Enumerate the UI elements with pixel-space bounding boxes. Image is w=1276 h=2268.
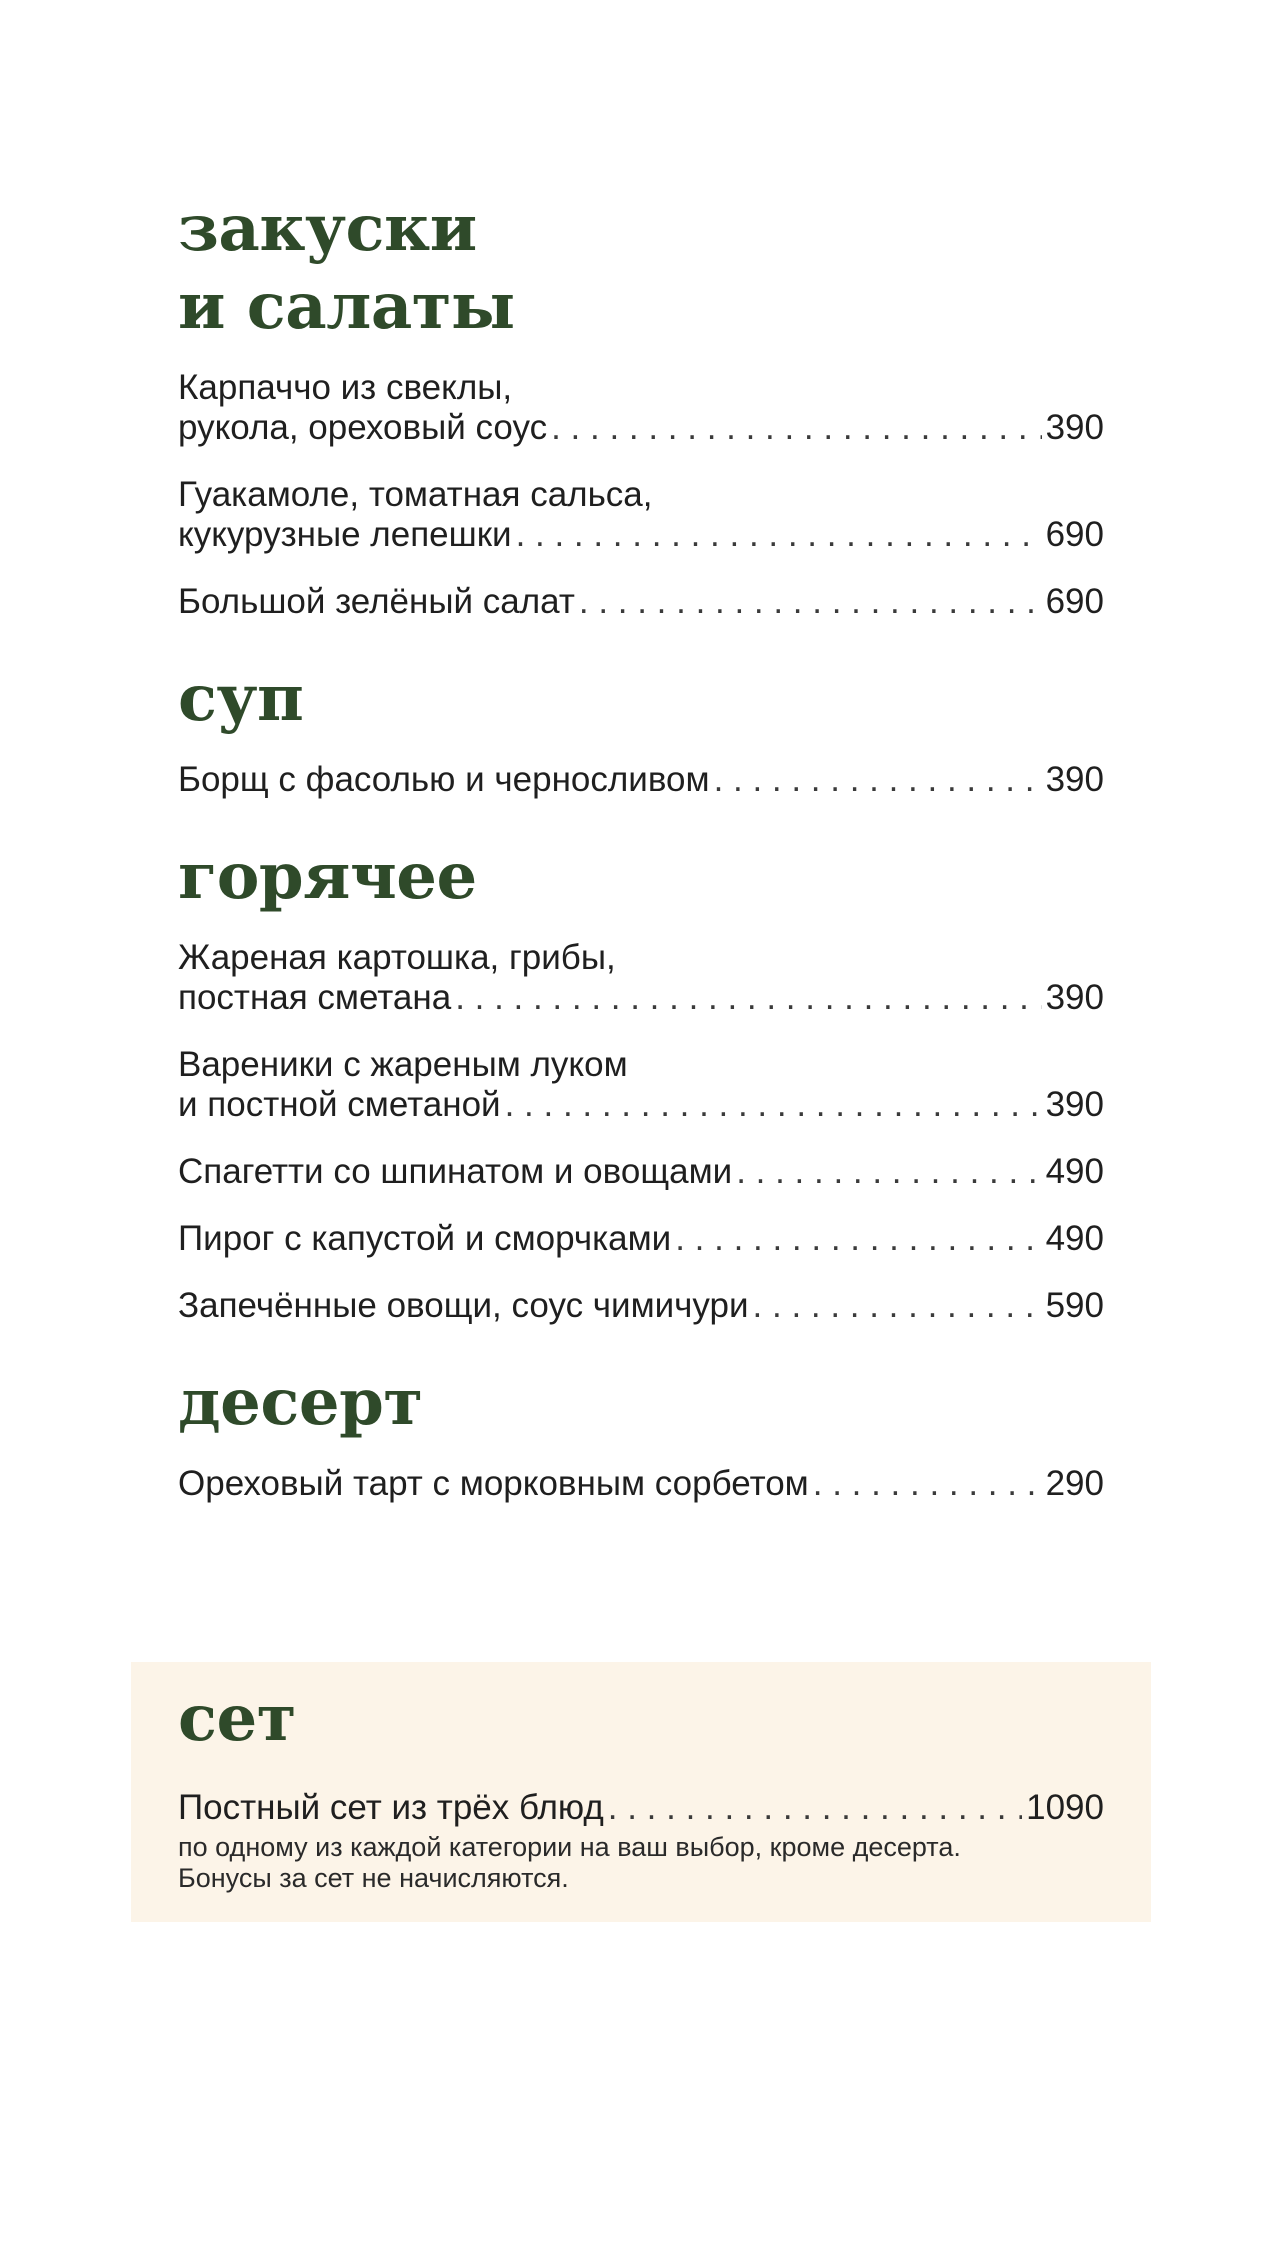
- section-title: [178, 838, 1104, 916]
- item-list: [178, 760, 1104, 800]
- menu-item: [178, 475, 1104, 555]
- menu-item: [178, 938, 1104, 1018]
- dot-leader: [516, 515, 1042, 555]
- dot-leader: [736, 1152, 1041, 1192]
- item-name: Пирог с капустой и сморчками: [178, 1219, 672, 1258]
- section-title: [178, 660, 1104, 738]
- item-name-first-line: Жареная картошка, грибы,: [178, 938, 616, 977]
- item-list: [178, 368, 1104, 622]
- item-price: 490: [1045, 1152, 1104, 1191]
- dot-leader: [505, 1085, 1042, 1125]
- item-name-first-line: Гуакамоле, томатная сальса,: [178, 475, 653, 514]
- item-list: [178, 1788, 1104, 1894]
- item-name: Запечённые овощи, соус чимичури: [178, 1286, 749, 1325]
- set-panel: [131, 1662, 1151, 1922]
- item-price: 390: [1045, 978, 1104, 1017]
- item-name: Спагетти со шпинатом и овощами: [178, 1152, 733, 1191]
- dot-leader: [608, 1788, 1022, 1828]
- section-soup: [178, 660, 1104, 800]
- menu-item: [178, 1788, 1104, 1828]
- dot-leader: [753, 1286, 1042, 1326]
- menu-item: [178, 368, 1104, 448]
- section-appetizers: [178, 190, 1104, 622]
- set-content: [178, 1680, 1104, 1894]
- dot-leader: [455, 978, 1041, 1018]
- item-name: рукола, ореховый соус: [178, 408, 548, 447]
- dot-leader: [714, 760, 1042, 800]
- item-name: Постный сет из трёх блюд: [178, 1788, 604, 1827]
- item-name-first-line: Вареники с жареным луком: [178, 1045, 628, 1084]
- item-price: 490: [1045, 1219, 1104, 1258]
- item-price: 390: [1045, 408, 1104, 447]
- item-price: 390: [1045, 1085, 1104, 1124]
- item-name: Борщ с фасолью и черносливом: [178, 760, 710, 799]
- section-title-line: горячее: [178, 839, 477, 914]
- section-title-line: суп: [178, 661, 304, 736]
- item-price: 590: [1045, 1286, 1104, 1325]
- menu-item: [178, 1152, 1104, 1192]
- set-note: [178, 1832, 1104, 1894]
- dot-leader: [579, 582, 1042, 622]
- menu-list: [178, 190, 1104, 1542]
- section-title-line: десерт: [178, 1365, 423, 1440]
- section-title-line: сет: [178, 1681, 296, 1756]
- set-note-line: по одному из каждой категории на ваш выбор, кроме десерта.: [178, 1832, 961, 1862]
- item-name: постная сметана: [178, 978, 452, 1017]
- menu-item: [178, 1464, 1104, 1504]
- item-name: и постной сметаной: [178, 1085, 501, 1124]
- section-title: [178, 1680, 1104, 1758]
- item-name: Ореховый тарт с морковным сорбетом: [178, 1464, 809, 1503]
- dot-leader: [551, 408, 1041, 448]
- item-name-first-line: Карпаччо из свеклы,: [178, 368, 513, 407]
- menu-item: [178, 1286, 1104, 1326]
- section-dessert: [178, 1364, 1104, 1504]
- menu-item: [178, 1045, 1104, 1125]
- item-price: 690: [1045, 515, 1104, 554]
- item-price: 1090: [1026, 1788, 1104, 1827]
- dot-leader: [813, 1464, 1042, 1504]
- item-price: 690: [1045, 582, 1104, 621]
- dot-leader: [675, 1219, 1041, 1259]
- section-title-line: и салаты: [178, 269, 515, 344]
- menu-item: [178, 582, 1104, 622]
- menu-item: [178, 1219, 1104, 1259]
- set-note-line: Бонусы за сет не начисляются.: [178, 1863, 569, 1893]
- item-price: 290: [1045, 1464, 1104, 1503]
- item-list: [178, 938, 1104, 1326]
- item-name: Большой зелёный салат: [178, 582, 575, 621]
- item-price: 390: [1045, 760, 1104, 799]
- menu-item: [178, 760, 1104, 800]
- item-name: кукурузные лепешки: [178, 515, 512, 554]
- section-title: [178, 190, 1104, 346]
- section-title-line: закуски: [178, 191, 477, 266]
- section-hot-dishes: [178, 838, 1104, 1326]
- item-list: [178, 1464, 1104, 1504]
- section-title: [178, 1364, 1104, 1442]
